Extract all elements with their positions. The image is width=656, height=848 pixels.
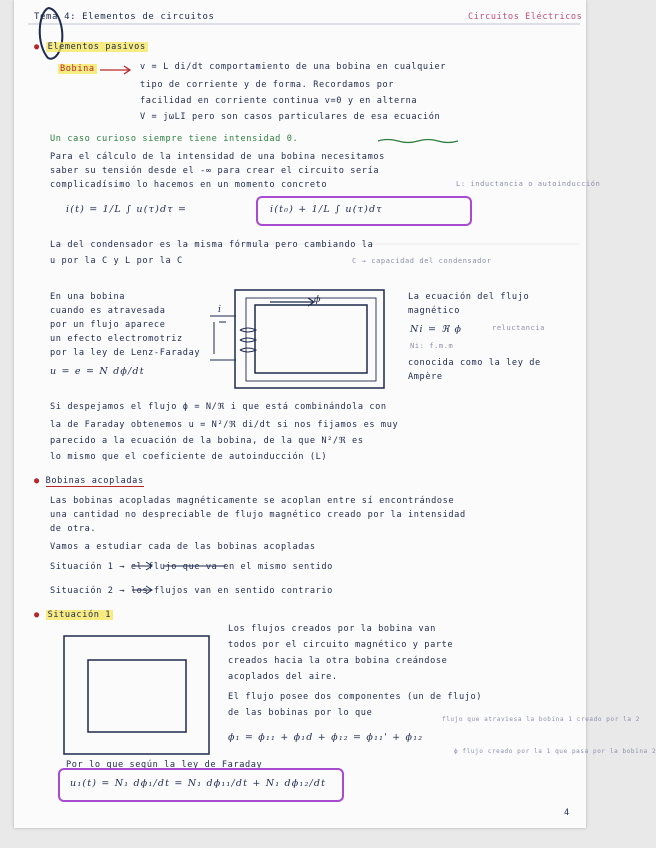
- equation: u = e = N dϕ/dt: [50, 366, 145, 377]
- text-line: de las bobinas por lo que: [228, 708, 373, 718]
- text-line: Un caso curioso siempre tiene intensidad 0.: [50, 134, 299, 144]
- arrow-right-icon: [100, 66, 130, 74]
- text-line: Ampère: [408, 372, 443, 382]
- text-line: por un flujo aparece: [50, 320, 166, 330]
- text-line: cuando es atravesada: [50, 306, 166, 316]
- equation: i(t) = 1/L ∫ u(τ)dτ =: [66, 204, 188, 215]
- text-line: por la ley de Lenz-Faraday: [50, 348, 201, 358]
- current-label: i: [218, 304, 223, 315]
- text-line: Por lo que según la ley de Faraday: [66, 760, 263, 770]
- text-line: En una bobina: [50, 292, 126, 302]
- text-line: de otra.: [50, 524, 97, 534]
- text-line: acoplados del aire.: [228, 672, 338, 682]
- text-line: Situación 2 → los flujos van en sentido contrario: [50, 586, 333, 596]
- text-line: la de Faraday obtenemos u = N²/ℜ di/dt si nos fijamos es muy: [50, 420, 399, 430]
- flux-label: ϕ: [314, 294, 322, 305]
- text-line: Situación 1 → el flujo que va en el mismo sentido: [50, 562, 333, 572]
- text-line: v = L di/dt comportamiento de una bobina en cualquier: [140, 62, 447, 72]
- subject-title: Circuitos Eléctricos: [468, 12, 583, 22]
- equation: Ni = ℜ ϕ: [410, 324, 463, 335]
- text-line: magnético: [408, 306, 460, 316]
- section-title: ● Bobinas acopladas: [34, 476, 144, 486]
- text-line: Para el cálculo de la intensidad de una bobina necesitamos: [50, 152, 385, 162]
- page-number: 4: [564, 808, 570, 818]
- text-line: La del condensador es la misma fórmula pero cambiando la: [50, 240, 374, 250]
- text-line: conocida como la ley de: [408, 358, 541, 368]
- equation: u₁(t) = N₁ dϕ₁/dt = N₁ dϕ₁₁/dt + N₁ dϕ₁₂/dt: [70, 778, 327, 789]
- side-note: flujo que atraviesa la bobina 1 creado por la 2: [442, 716, 640, 723]
- text-line: todos por el circuito magnético y parte: [228, 640, 454, 650]
- sketch-layer: [14, 0, 586, 828]
- notebook-page: [14, 0, 656, 828]
- text-line: Las bobinas acopladas magnéticamente se acoplan entre sí encontrándose: [50, 496, 455, 506]
- side-note: ϕ flujo creado por la 1 que pasa por la bobina 2: [454, 748, 656, 755]
- text-line: Si despejamos el flujo ϕ = N/ℜ i que está combinándola con: [50, 402, 387, 412]
- page-title: Tema 4: Elementos de circuitos: [34, 12, 215, 22]
- text-line: creados hacia la otra bobina creándose: [228, 656, 448, 666]
- equation: ϕ₁ = ϕ₁₁ + ϕ₁d + ϕ₁₂ = ϕ₁₁' + ϕ₁₂: [228, 732, 424, 743]
- text-line: tipo de corriente y de forma. Recordamos por: [140, 80, 395, 90]
- section-title: ● Elementos pasivos: [34, 42, 146, 52]
- side-note: L: inductancia o autoinducción: [456, 180, 601, 188]
- text-line: Vamos a estudiar cada de las bobinas acopladas: [50, 542, 316, 552]
- text-line: un efecto electromotriz: [50, 334, 183, 344]
- text-line: parecido a la ecuación de la bobina, de la que N²/ℜ es: [50, 436, 364, 446]
- text-line: una cantidad no despreciable de flujo magnético creado por la intensidad: [50, 510, 466, 520]
- coil-core-diagram: [210, 290, 384, 388]
- text-line: u por la C y L por la C: [50, 256, 183, 266]
- text-line: lo mismo que el coeficiente de autoinducción (L): [50, 452, 328, 462]
- section-title: ● Situación 1: [34, 610, 112, 620]
- text-line: El flujo posee dos componentes (un de flujo): [228, 692, 483, 702]
- text-line: saber su tensión desde el -∞ para crear el circuito sería: [50, 166, 380, 176]
- text-line: La ecuación del flujo: [408, 292, 530, 302]
- side-note: reluctancia: [492, 324, 545, 332]
- text-line: facilidad en corriente continua v=0 y en alterna: [140, 96, 418, 106]
- situation-core-diagram: [64, 636, 209, 754]
- text-line: complicadísimo lo hacemos en un momento concreto: [50, 180, 328, 190]
- equation: i(t₀) + 1/L ∫ u(τ)dτ: [270, 204, 383, 215]
- side-note: C → capacidad del condensador: [352, 257, 492, 265]
- text-line: V = jωLI pero son casos particulares de esa ecuación: [140, 112, 441, 122]
- side-note: Ni: f.m.m: [410, 342, 454, 350]
- bobina-label: Bobina: [60, 64, 95, 74]
- text-line: Los flujos creados por la bobina van: [228, 624, 436, 634]
